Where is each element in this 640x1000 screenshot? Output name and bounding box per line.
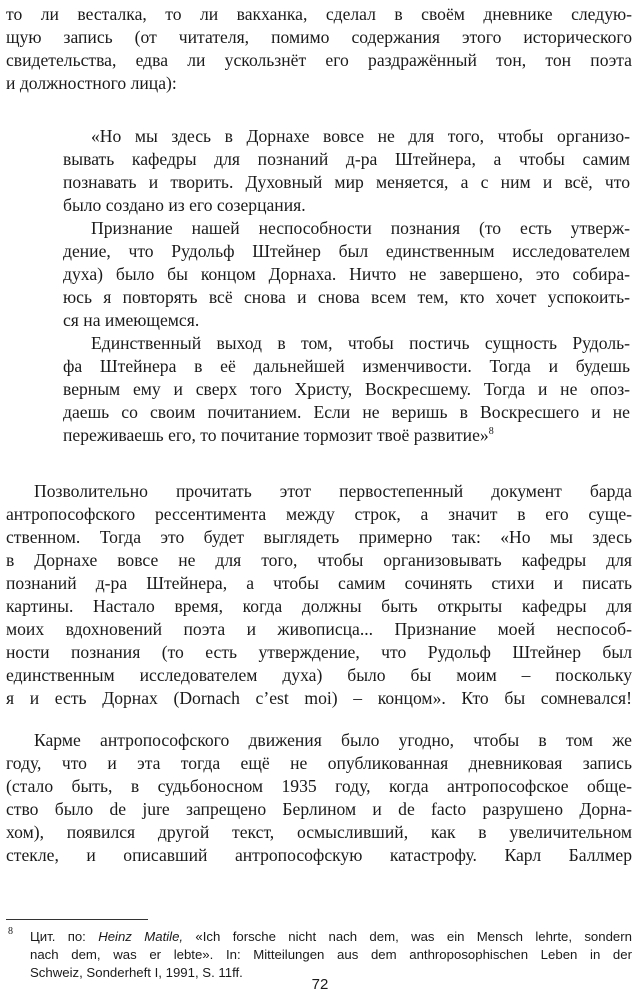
text-line: то ли весталка, то ли вакханка, сделал в своём дневнике следую- <box>6 4 632 24</box>
quote-line: духа) было бы концом Дорнаха. Ничто не завершено, это собира- <box>63 264 630 284</box>
footnote-prefix: Цит. по: <box>30 929 99 944</box>
text-line: Позволительно прочитать этот первостепенный документ барда <box>34 481 632 501</box>
footnote-author: Heinz Matile, <box>98 929 184 944</box>
quote-line: верным ему и сверх того Христу, Воскресшему. Тогда и не опоз- <box>63 379 630 399</box>
footnote-reference: 8 <box>488 426 494 437</box>
footnote-line <box>30 928 632 945</box>
quote-line: Признание нашей неспособности познания (то есть утверж- <box>91 218 630 238</box>
quote-line: было создано из его созерцания. <box>63 195 306 215</box>
text-line: стекле, и описавший антропософскую катастрофу. Карл Баллмер <box>6 845 632 865</box>
text-line: свидетельства, едва ли ускользнёт его раздражённый тон, тон поэта <box>6 50 632 70</box>
quote-line: ся на имеющемся. <box>63 310 200 330</box>
footnote-line: nach dem, was er lebte». In: Mitteilungen aus dem anthroposophischen Leben in der <box>30 947 632 962</box>
footnote-mark: 8 <box>8 926 13 937</box>
quote-line <box>63 424 494 446</box>
text-line: Карме антропософского движения было угодно, чтобы в том же <box>34 730 632 750</box>
text-line: году, что и эта тогда ещё не опубликованная дневниковая запись <box>6 753 632 773</box>
text-line: и должностного лица): <box>6 73 177 93</box>
text-line: антропософского рессентимента между строк, а значит в его суще- <box>6 504 632 524</box>
text-line: единственным исследователем духа) было бы моим – поскольку <box>6 665 632 685</box>
text-line: щую запись (от читателя, помимо содержания этого исторического <box>6 27 632 47</box>
quote-line: юсь я повторять всё снова и снова всем тем, кто хочет успокоить- <box>63 287 630 307</box>
text-line: хом), появился другой текст, осмысливший, как в увеличительном <box>6 822 632 842</box>
text-line: моих вдохновений поэта и живописца... Признание моей неспособ- <box>6 619 632 639</box>
quote-last-text: переживаешь его, то почитание тормозит твоё развитие» <box>63 425 489 445</box>
footnote-line: Schweiz, Sonderheft I, 1991, S. 11ff. <box>30 965 243 980</box>
quote-line: даешь со своим почитанием. Если не веришь в Воскресшего и не <box>63 402 630 422</box>
text-line: ственном. Тогда это будет выглядеть примерно так: «Но мы здесь <box>6 527 632 547</box>
text-line: познаний д-ра Штейнера, а чтобы самим сочинять стихи и писать <box>6 573 632 593</box>
quote-line: познавать и творить. Духовный мир меняется, а с ним и всё, что <box>63 172 630 192</box>
text-line: ности познания (то есть утверждение, что Рудольф Штейнер был <box>6 642 632 662</box>
quote-line: Единственный выход в том, чтобы постичь сущность Рудоль- <box>91 333 630 353</box>
text-line: в Дорнахе вовсе не для того, чтобы организовывать кафедры для <box>6 550 632 570</box>
text-line: я и есть Дорнах (Dornach c’est moi) – концом». Кто бы сомневался! <box>6 688 632 708</box>
page-number: 72 <box>311 976 329 993</box>
text-line: ство было de jure запрещено Берлином и de facto разрушено Дорна- <box>6 799 632 819</box>
quote-line: «Но мы здесь в Дорнахе вовсе не для того, чтобы организо- <box>91 126 630 146</box>
footnote-title: «Ich forsche nicht nach dem, was ein Mensch lehrte, sondern <box>183 929 632 944</box>
quote-line: фа Штейнера в её дальнейшей изменчивости. Тогда и будешь <box>63 356 630 376</box>
text-line: картины. Настало время, когда должны быть открыты кафедры для <box>6 596 632 616</box>
quote-line: дение, что Рудольф Штейнер был единственным исследователем <box>63 241 630 261</box>
footnote-rule <box>6 919 148 920</box>
text-line: (стало быть, в судьбоносном 1935 году, когда антропософское обще- <box>6 776 632 796</box>
quote-line: вывать кафедры для познаний д-ра Штейнера, а чтобы самим <box>63 149 630 169</box>
